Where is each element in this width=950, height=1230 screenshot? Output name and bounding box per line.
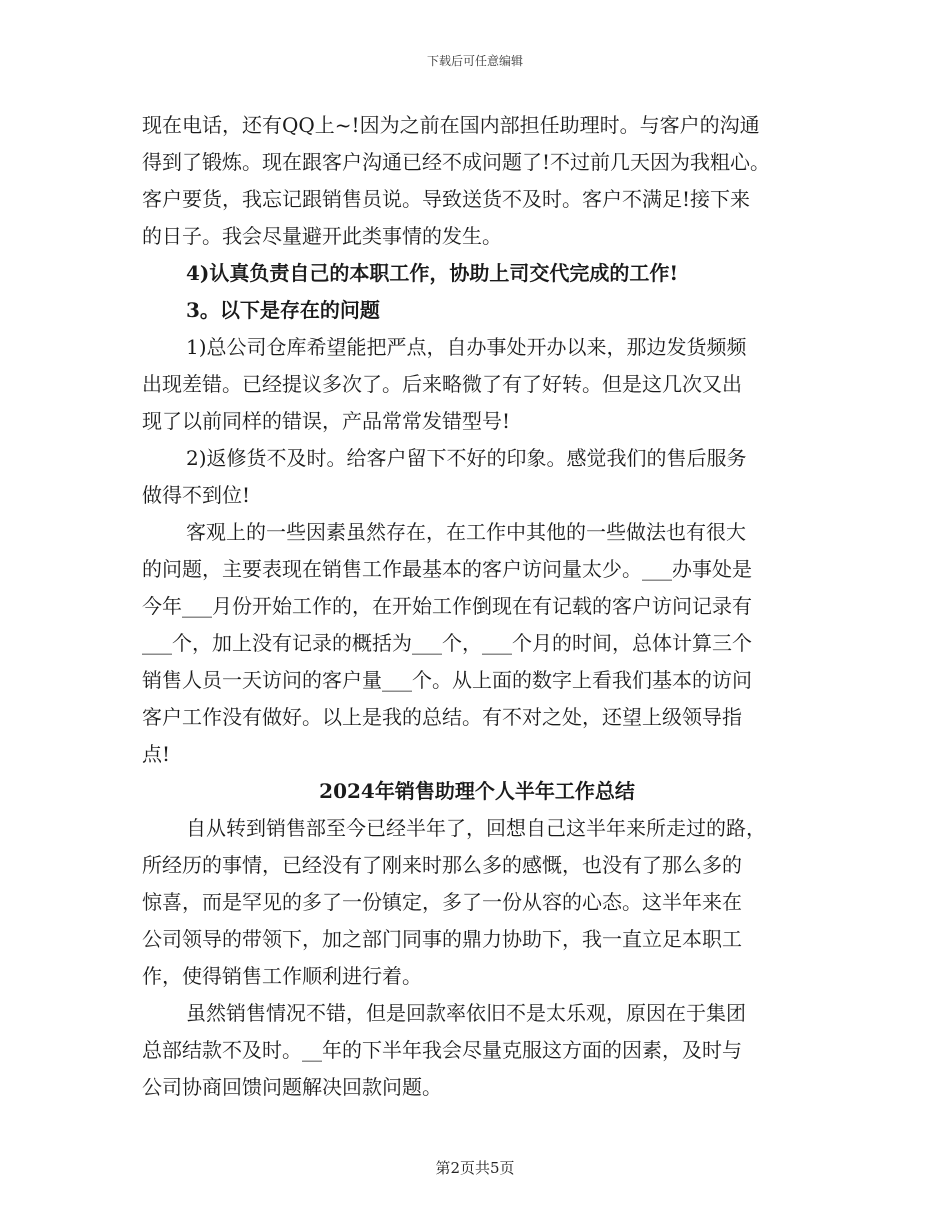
- paragraph-line: 公司领导的带领下，加之部门同事的鼎力协助下，我一直立足本职工: [142, 927, 742, 951]
- paragraph-line: 惊喜，而是罕见的多了一份镇定，多了一份从容的心态。这半年来在: [142, 890, 742, 914]
- paragraph-line: 的日子。我会尽量避开此类事情的发生。: [142, 224, 502, 248]
- paragraph-line: 点!: [142, 742, 171, 766]
- paragraph-line: 公司协商回馈问题解决回款问题。: [142, 1075, 442, 1099]
- section-title: 2024年销售助理个人半年工作总结: [319, 779, 635, 803]
- paragraph-line: 销售人员一天访问的客户量___个。从上面的数字上看我们基本的访问: [142, 668, 752, 692]
- paragraph-line: 客户要货，我忘记跟销售员说。导致送货不及时。客户不满足!接下来: [142, 187, 751, 211]
- paragraph-line: 的问题，主要表现在销售工作最基本的客户访问量太少。___办事处是: [142, 557, 752, 581]
- paragraph-line: 得到了锻炼。现在跟客户沟通已经不成问题了!不过前几天因为我粗心。: [142, 150, 771, 174]
- paragraph-line: 虽然销售情况不错，但是回款率依旧不是太乐观，原因在于集团: [186, 1001, 746, 1025]
- paragraph-line: 总部结款不及时。__年的下半年我会尽量克服这方面的因素，及时与: [142, 1038, 742, 1062]
- paragraph-line: 做得不到位!: [142, 483, 251, 507]
- paragraph-line: 客户工作没有做好。以上是我的总结。有不对之处，还望上级领导指: [142, 705, 742, 729]
- document-body: [142, 107, 812, 1106]
- paragraph-line: 作，使得销售工作顺利进行着。: [142, 964, 422, 988]
- paragraph-line: 现在电话，还有QQ上~!因为之前在国内部担任助理时。与客户的沟通: [142, 113, 760, 137]
- paragraph-line: 今年___月份开始工作的，在开始工作倒现在有记载的客户访问记录有: [142, 594, 752, 618]
- paragraph-line: ___个，加上没有记录的概括为___个，___个月的时间，总体计算三个: [142, 631, 752, 655]
- section-heading: 3。以下是存在的问题: [186, 298, 380, 322]
- paragraph-line: 现了以前同样的错误，产品常常发错型号!: [142, 409, 511, 433]
- paragraph-line: 自从转到销售部至今已经半年了，回想自己这半年来所走过的路，: [186, 816, 766, 840]
- paragraph-line: 2)返修货不及时。给客户留下不好的印象。感觉我们的售后服务: [186, 446, 747, 470]
- section-heading: 4)认真负责自己的本职工作，协助上司交代完成的工作!: [186, 261, 679, 285]
- paragraph-line: 1)总公司仓库希望能把严点，自办事处开办以来，那边发货频频: [186, 335, 747, 359]
- page-number: 第2页共5页: [435, 1159, 515, 1177]
- paragraph-line: 出现差错。已经提议多次了。后来略微了有了好转。但是这几次又出: [142, 372, 742, 396]
- paragraph-line: 客观上的一些因素虽然存在，在工作中其他的一些做法也有很大: [186, 520, 746, 544]
- paragraph-line: 所经历的事情，已经没有了刚来时那么多的感慨，也没有了那么多的: [142, 853, 742, 877]
- page-header: 下载后可任意编辑: [426, 54, 523, 68]
